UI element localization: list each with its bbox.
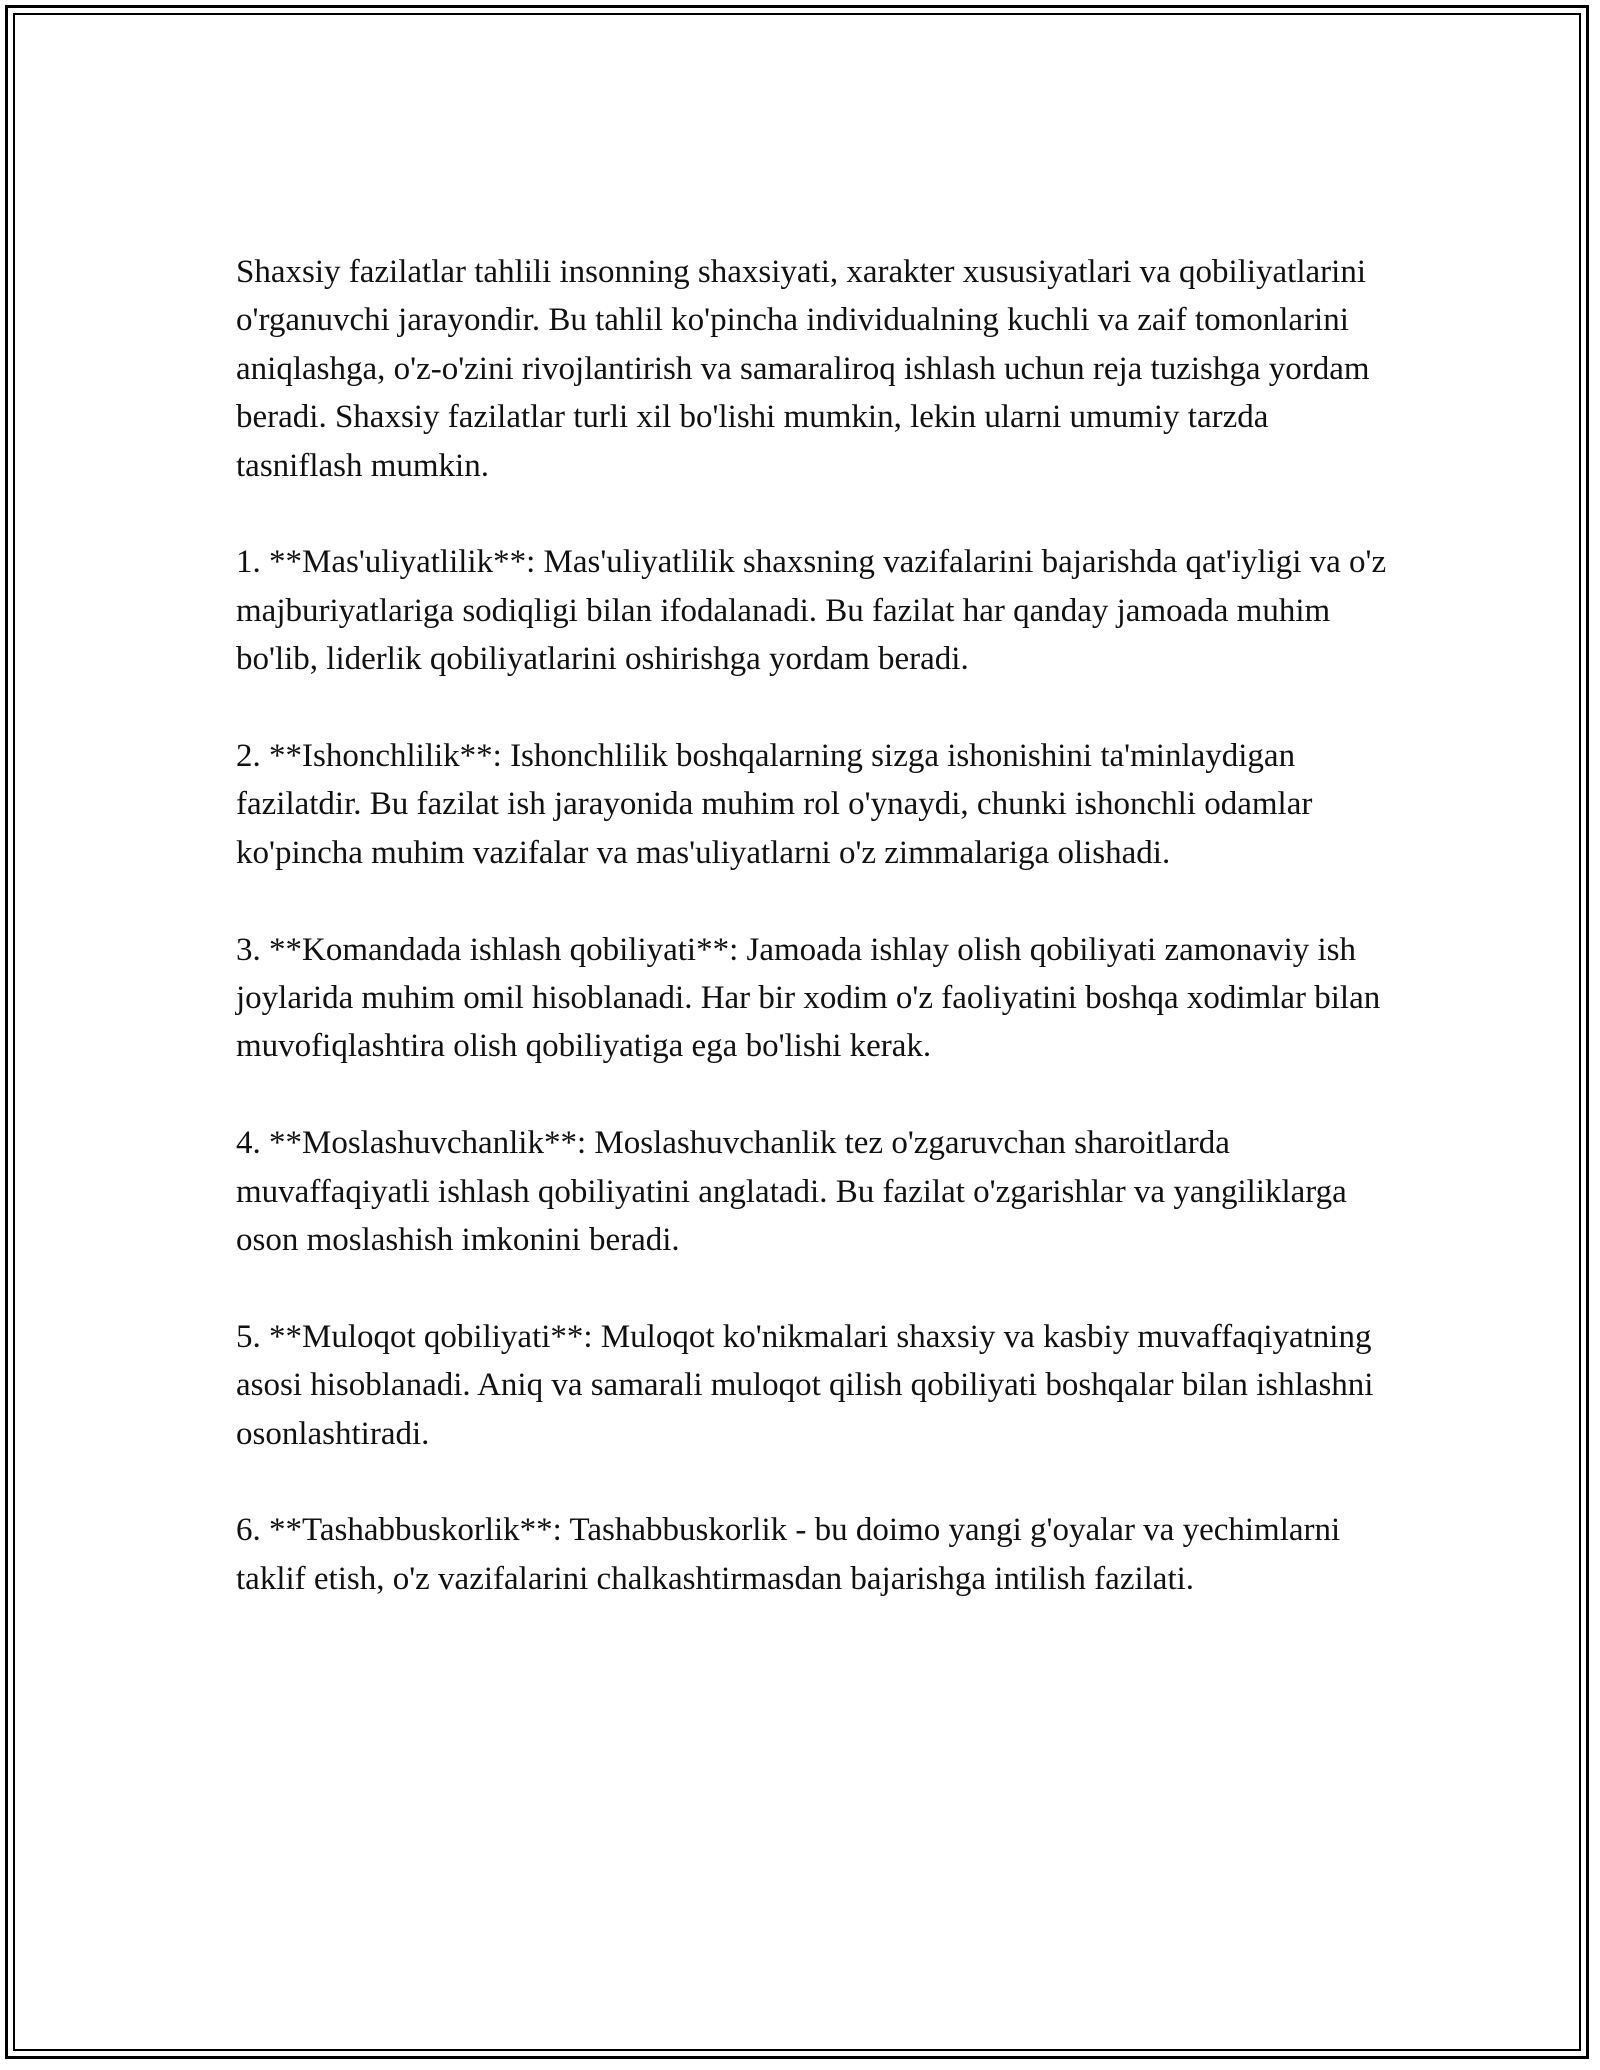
intro-paragraph: Shaxsiy fazilatlar tahlili insonning shaxsiyati, xarakter xususiyatlari va qobiliyatlarini o'rganuvchi jarayondir. Bu tahlil ko'pincha individualning kuchli va zaif tomonlarini aniqlashga, o'z-o'zini rivojlantirish va samaraliroq ishlash uchun reja tuzishga yordam beradi. Shaxsiy fazilatlar turli xil bo'lishi mumkin, lekin ularni umumiy tarzda tasniflash mumkin. [236,254,1378,484]
list-item-moslashuvchanlik: 4. **Moslashuvchanlik**: Moslashuvchanlik tez o'zgaruvchan sharoitlarda muvaffaqiyatli ishlash qobiliyatini anglatadi. Bu fazilat o'zgarishlar va yangiliklarga oson moslashish imkonini beradi. [236,1125,1356,1259]
list-item-tashabbuskorlik: 6. **Tashabbuskorlik**: Tashabbuskorlik - bu doimo yangi g'oyalar va yechimlarni taklif etish, o'z vazifalarini chalkashtirmasdan bajarishga intilish fazilati. [236,1512,1349,1597]
document-body [236,248,1396,1603]
list-item-muloqot: 5. **Muloqot qobiliyati**: Muloqot ko'nikmalari shaxsiy va kasbiy muvaffaqiyatning asosi hisoblanadi. Aniq va samarali muloqot qilish qobiliyati boshqalar bilan ishlashni osonlashtiradi. [236,1318,1382,1452]
list-item-komandada-ishlash: 3. **Komandada ishlash qobiliyati**: Jamoada ishlay olish qobiliyati zamonaviy ish joylarida muhim omil hisoblanadi. Har bir xodim o'z faoliyatini boshqa xodimlar bilan muvofiqlashtira olish qobiliyatiga ega bo'lishi kerak. [236,931,1389,1065]
list-item-ishonchlilik: 2. **Ishonchlilik**: Ishonchlilik boshqalarning sizga ishonishini ta'minlaydigan fazilatdir. Bu fazilat ish jarayonida muhim rol o'ynaydi, chunki ishonchli odamlar ko'pincha muhim vazifalar va mas'uliyatlarni o'z zimmalariga olishadi. [236,738,1321,871]
list-item-masuliyatlilik: 1. **Mas'uliyatlilik**: Mas'uliyatlilik shaxsning vazifalarini bajarishda qat'iyligi va o'z majburiyatlariga sodiqligi bilan ifodalanadi. Bu fazilat har qanday jamoada muhim bo'lib, liderlik qobiliyatlarini oshirishga yordam beradi. [236,544,1395,678]
